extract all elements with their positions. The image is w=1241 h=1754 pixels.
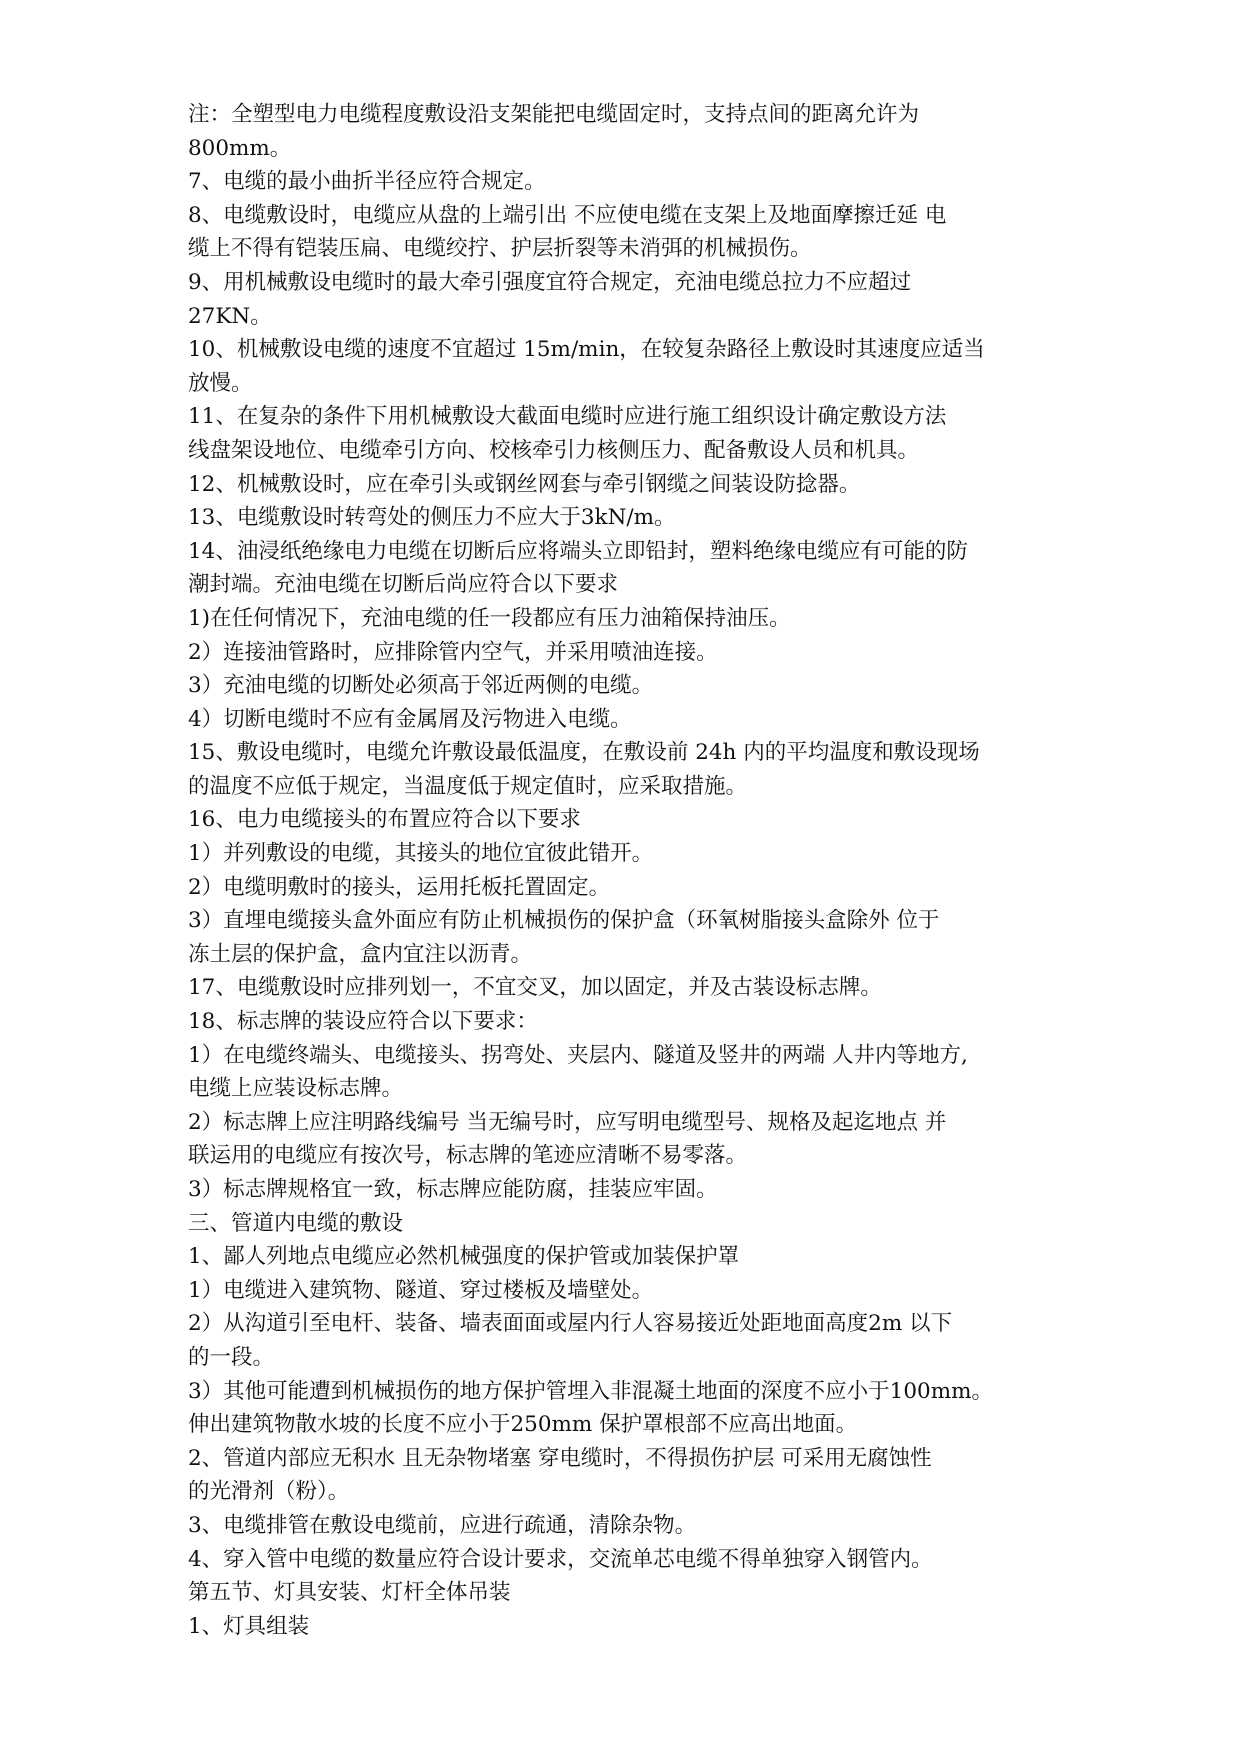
text-line: 8、电缆敷设时，电缆应从盘的上端引出 不应使电缆在支架上及地面摩擦迁延 电 xyxy=(188,202,947,228)
text-line: 4、穿入管中电缆的数量应符合设计要求，交流单芯电缆不得单独穿入钢管内。 xyxy=(188,1546,933,1572)
text-line: 潮封端。充油电缆在切断后尚应符合以下要求 xyxy=(188,572,619,598)
text-line: 3）直埋电缆接头盒外面应有防止机械损伤的保护盒（环氧树脂接头盒除外 位于 xyxy=(188,908,940,934)
document-page xyxy=(188,98,1068,1643)
text-line: 3）充油电缆的切断处必须高于邻近两侧的电缆。 xyxy=(188,673,654,699)
text-line: 13、电缆敷设时转弯处的侧压力不应大于3kN/m。 xyxy=(188,505,676,531)
text-line: 注：全塑型电力电缆程度敷设沿支架能把电缆固定时，支持点间的距离允许为 xyxy=(188,102,920,127)
text-line: 3、电缆排管在敷设电缆前，应进行疏通，清除杂物。 xyxy=(188,1512,697,1538)
text-line: 14、油浸纸绝缘电力电缆在切断后应将端头立即铅封，塑料绝缘电缆应有可能的防 xyxy=(188,538,968,564)
text-line: 4）切断电缆时不应有金属屑及污物进入电缆。 xyxy=(188,706,632,732)
text-line: 1、鄙人列地点电缆应必然机械强度的保护管或加装保护罩 xyxy=(188,1244,740,1270)
text-line: 2、管道内部应无积水 且无杂物堵塞 穿电缆时，不得损伤护层 可采用无腐蚀性 xyxy=(188,1445,932,1471)
text-line: 电缆上应装设标志牌。 xyxy=(188,1076,404,1102)
text-line: 冻土层的保护盒，盒内宜注以沥青。 xyxy=(188,941,533,967)
text-line: 的一段。 xyxy=(188,1344,275,1370)
text-line: 2）连接油管路时，应排除管内空气，并采用喷油连接。 xyxy=(188,639,718,665)
text-line: 2）从沟道引至电杆、装备、墙表面面或屋内行人容易接近处距地面高度2m 以下 xyxy=(188,1311,953,1337)
text-line: 1)在任何情况下，充油电缆的任一段都应有压力油箱保持油压。 xyxy=(188,605,791,631)
text-line: 9、用机械敷设电缆时的最大牵引强度宜符合规定，充油电缆总拉力不应超过 xyxy=(188,269,912,295)
text-line: 17、电缆敷设时应排列划一，不宜交叉，加以固定，并及古装设标志牌。 xyxy=(188,975,882,1001)
text-line: 1、灯具组装 xyxy=(188,1613,310,1639)
text-line: 2）标志牌上应注明路线编号 当无编号时，应写明电缆型号、规格及起迄地点 并 xyxy=(188,1109,947,1135)
text-line: 缆上不得有铠装压扁、电缆绞拧、护层折裂等未消弭的机械损伤。 xyxy=(188,236,812,262)
text-line: 12、机械敷设时，应在牵引头或钢丝网套与牵引钢缆之间装设防捻器。 xyxy=(188,471,861,497)
text-line: 3）其他可能遭到机械损伤的地方保护管埋入非混凝土地面的深度不应小于100mm。 xyxy=(188,1378,993,1404)
text-line: 3）标志牌规格宜一致，标志牌应能防腐，挂装应牢固。 xyxy=(188,1177,718,1202)
text-line: 第五节、灯具安装、灯杆全体吊装 xyxy=(188,1580,511,1606)
text-line: 27KN。 xyxy=(188,303,272,329)
text-line: 的温度不应低于规定，当温度低于规定值时，应采取措施。 xyxy=(188,773,748,799)
text-line: 15、敷设电缆时，电缆允许敷设最低温度，在敷设前 24h 内的平均温度和敷设现场 xyxy=(188,740,980,766)
text-line: 放慢。 xyxy=(188,370,253,396)
text-line: 的光滑剂（粉）。 xyxy=(188,1479,350,1505)
text-line: 1）电缆进入建筑物、隧道、穿过楼板及墙壁处。 xyxy=(188,1277,654,1303)
text-line: 联运用的电缆应有按次号，标志牌的笔迹应清晰不易零落。 xyxy=(188,1143,748,1169)
text-line: 800mm。 xyxy=(188,135,292,161)
text-line: 线盘架设地位、电缆牵引方向、校核牵引力核侧压力、配备敷设人员和机具。 xyxy=(188,437,920,463)
text-line: 10、机械敷设电缆的速度不宜超过 15m/min，在较复杂路径上敷设时其速度应适当 xyxy=(188,337,985,363)
text-line: 三、管道内电缆的敷设 xyxy=(188,1210,404,1236)
text-line: 18、标志牌的装设应符合以下要求： xyxy=(188,1009,538,1035)
text-line: 16、电力电缆接头的布置应符合以下要求 xyxy=(188,807,581,833)
text-line: 11、在复杂的条件下用机械敷设大截面电缆时应进行施工组织设计确定敷设方法 xyxy=(188,404,947,430)
text-line: 2）电缆明敷时的接头，运用托板托置固定。 xyxy=(188,874,611,900)
text-line: 7、电缆的最小曲折半径应符合规定。 xyxy=(188,169,546,195)
text-line: 伸出建筑物散水坡的长度不应小于250mm 保护罩根部不应高出地面。 xyxy=(188,1412,858,1438)
text-line: 1）在电缆终端头、电缆接头、拐弯处、夹层内、隧道及竖井的两端 人井内等地方, xyxy=(188,1042,968,1068)
text-line: 1）并列敷设的电缆，其接头的地位宜彼此错开。 xyxy=(188,841,654,867)
